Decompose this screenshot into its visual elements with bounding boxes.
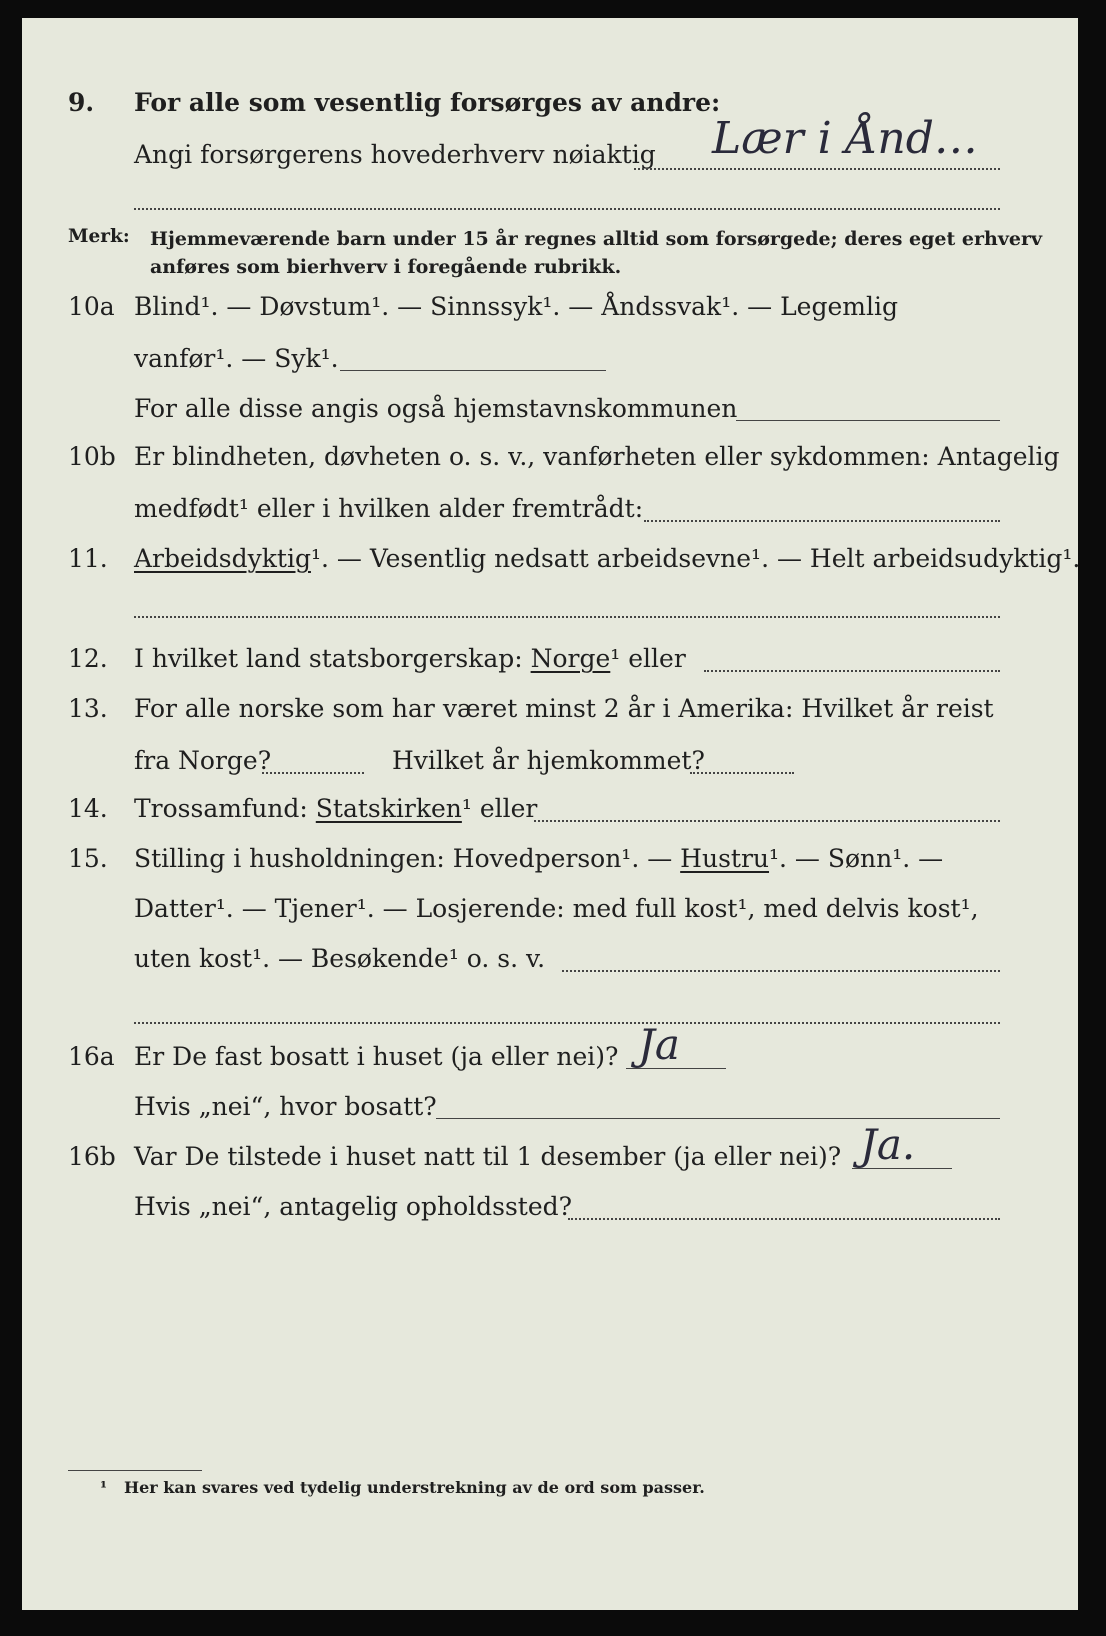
- q13-reist-prompt: fra Norge?: [134, 746, 272, 775]
- q15-option-hustru: Hustru: [680, 844, 770, 873]
- q12-prompt: I hvilket land statsborgerskap:: [134, 644, 531, 673]
- q15-line1-a: Stilling i husholdningen: Hovedperson¹. —: [134, 844, 681, 873]
- q9-number: 9.: [68, 88, 95, 117]
- q10a-line3: For alle disse angis også hjemstavnskommunen: [134, 394, 738, 423]
- q15-line1-b: ¹. — Sønn¹. —: [769, 844, 944, 873]
- q13-reist-line: [262, 772, 364, 774]
- q16a-handwritten-answer: Ja: [638, 1020, 680, 1069]
- q16b-opholdssted-line: [568, 1218, 1000, 1220]
- q10a-line2: vanfør¹. — Syk¹.: [134, 344, 339, 373]
- q15-line1: [134, 844, 943, 874]
- q13-hjemkommet-prompt: Hvilket år hjemkommet?: [392, 746, 705, 775]
- q14-number: 14.: [68, 794, 108, 823]
- q12-option-norge: Norge: [530, 644, 611, 673]
- q10a-kommune-line: [736, 420, 1000, 421]
- merk-label: Merk:: [68, 226, 130, 247]
- q9-heading: For alle som vesentlig forsørges av andre:: [134, 88, 721, 117]
- q14-answer-line: [534, 820, 1000, 822]
- footnote-rule: [68, 1470, 202, 1471]
- q16a-bosatt-line: [436, 1118, 1000, 1119]
- q16b-line1: Var De tilstede i huset natt til 1 desember (ja eller nei)?: [134, 1142, 842, 1171]
- q10a-line1: Blind¹. — Døvstum¹. — Sinnssyk¹. — Åndssvak¹. — Legemlig: [134, 292, 898, 321]
- q15-answer-line: [562, 970, 1000, 972]
- q15-line2: Datter¹. — Tjener¹. — Losjerende: med full kost¹, med delvis kost¹,: [134, 894, 979, 923]
- q16a-line1: Er De fast bosatt i huset (ja eller nei)?: [134, 1042, 619, 1071]
- q16a-number: 16a: [68, 1042, 115, 1071]
- q11-extra-line: [134, 616, 1000, 618]
- q16b-number: 16b: [68, 1142, 116, 1171]
- q10b-number: 10b: [68, 442, 116, 471]
- q16b-line2: Hvis „nei“, antagelig opholdssted?: [134, 1192, 573, 1221]
- q15-line3: uten kost¹. — Besøkende¹ o. s. v.: [134, 944, 546, 973]
- footnote-text: Her kan svares ved tydelig understrekning av de ord som passer.: [124, 1478, 705, 1497]
- q13-hjemkommet-line: [690, 772, 794, 774]
- q11-other-options: ¹. — Vesentlig nedsatt arbeidsevne¹. — Helt arbeidsudyktig¹.: [310, 544, 1081, 573]
- q14-prompt: Trossamfund:: [134, 794, 316, 823]
- merk-text-1: Hjemmeværende barn under 15 år regnes alltid som forsørgede; deres eget erhverv: [150, 228, 1042, 250]
- q12-number: 12.: [68, 644, 108, 673]
- q15-extra-line: [134, 1022, 1000, 1024]
- q10a-number: 10a: [68, 292, 115, 321]
- q9-extra-line: [134, 208, 1000, 210]
- q16a-line2: Hvis „nei“, hvor bosatt?: [134, 1092, 437, 1121]
- census-form-page: [22, 18, 1081, 1610]
- q14-eller: ¹ eller: [461, 794, 538, 823]
- q10a-syk-line: [340, 370, 606, 371]
- q14-text: [134, 794, 537, 824]
- q13-line1: For alle norske som har været minst 2 år i Amerika: Hvilket år reist: [134, 694, 994, 723]
- q10b-line1: Er blindheten, døvheten o. s. v., vanførheten eller sykdommen: Antagelig: [134, 442, 1060, 471]
- footnote-mark: ¹: [100, 1478, 108, 1497]
- q11-number: 11.: [68, 544, 108, 573]
- q11-options: [134, 544, 1080, 574]
- q12-answer-line: [704, 670, 1000, 672]
- q10b-line2: medfødt¹ eller i hvilken alder fremtrådt:: [134, 494, 644, 523]
- q9-prompt: Angi forsørgerens hovederhverv nøiaktig: [134, 140, 656, 169]
- q12-text: [134, 644, 686, 674]
- q10b-answer-line: [644, 520, 1000, 522]
- q12-eller: ¹ eller: [610, 644, 686, 673]
- merk-text-2: anføres som bierhverv i foregående rubrikk.: [150, 256, 622, 278]
- q14-option-statskirken: Statskirken: [315, 794, 462, 823]
- q9-handwritten-answer: Lær i Ånd…: [712, 113, 978, 164]
- q9-answer-line: [634, 168, 1000, 170]
- q13-number: 13.: [68, 694, 108, 723]
- q11-option-arbeidsdyktig: Arbeidsdyktig: [134, 544, 311, 573]
- q16b-handwritten-answer: Ja.: [860, 1120, 916, 1169]
- q15-number: 15.: [68, 844, 108, 873]
